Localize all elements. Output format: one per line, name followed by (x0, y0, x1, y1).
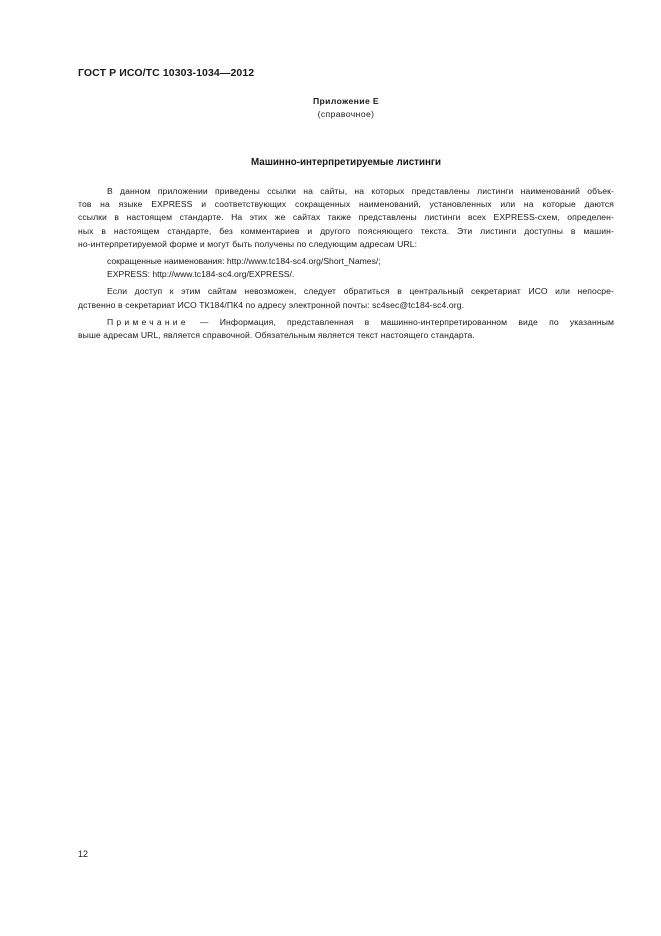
paragraph-line: но-интерпретируемой форме и могут быть получены по следующим адресам URL: (78, 238, 418, 249)
page-number: 12 (78, 849, 89, 859)
url-list (78, 255, 614, 281)
note-line (78, 316, 614, 329)
appendix-heading (78, 95, 614, 121)
standard-code-header: ГОСТ Р ИСО/ТС 10303-1034—2012 (78, 67, 255, 79)
paragraph-contact (78, 285, 614, 311)
note-label: Примечание (107, 316, 189, 327)
paragraph-line: ссылки в настоящем стандарте. На этих же сайтах также представлены листинги всех EXPRESS-схем, определен- (78, 212, 614, 223)
note-text: — Информация, представленная в машинно-интерпретированном виде по указанным (188, 316, 614, 327)
paragraph-line: дственно в секретариат ИСО ТК184/ПК4 по адресу электронной почты: sc4sec@tc184-sc4.org. (78, 299, 465, 310)
section-title: Машинно-интерпретируемые листинги (250, 157, 442, 168)
paragraph-line: тов на языке EXPRESS и соответствующих сокращенных наименований, установленных или на которые даются (78, 199, 614, 210)
paragraph-line: Если доступ к этим сайтам невозможен, следует обратиться в центральный секретариат ИСО или непосре- (107, 286, 614, 297)
appendix-title: Приложение Е (312, 96, 380, 106)
appendix-status: (справочное) (317, 109, 375, 119)
express-url[interactable]: EXPRESS: http://www.tc184-sc4.org/EXPRESS/. (107, 269, 295, 280)
document-body (78, 185, 614, 342)
paragraph-line: В данном приложении приведены ссылки на сайты, на которых представлены листинги наименований объек- (107, 186, 614, 196)
note-line: выше адресам URL, является справочной. Обязательным является текст настоящего стандарта. (78, 330, 475, 341)
short-names-url[interactable]: сокращенные наименования: http://www.tc184-sc4.org/Short_Names/; (107, 256, 381, 267)
note-block (78, 316, 614, 342)
paragraph-intro (78, 185, 614, 251)
paragraph-line: ных в настоящем стандарте, без комментариев и другого поясняющего текста. Эти листинги доступны в машин- (78, 225, 614, 236)
